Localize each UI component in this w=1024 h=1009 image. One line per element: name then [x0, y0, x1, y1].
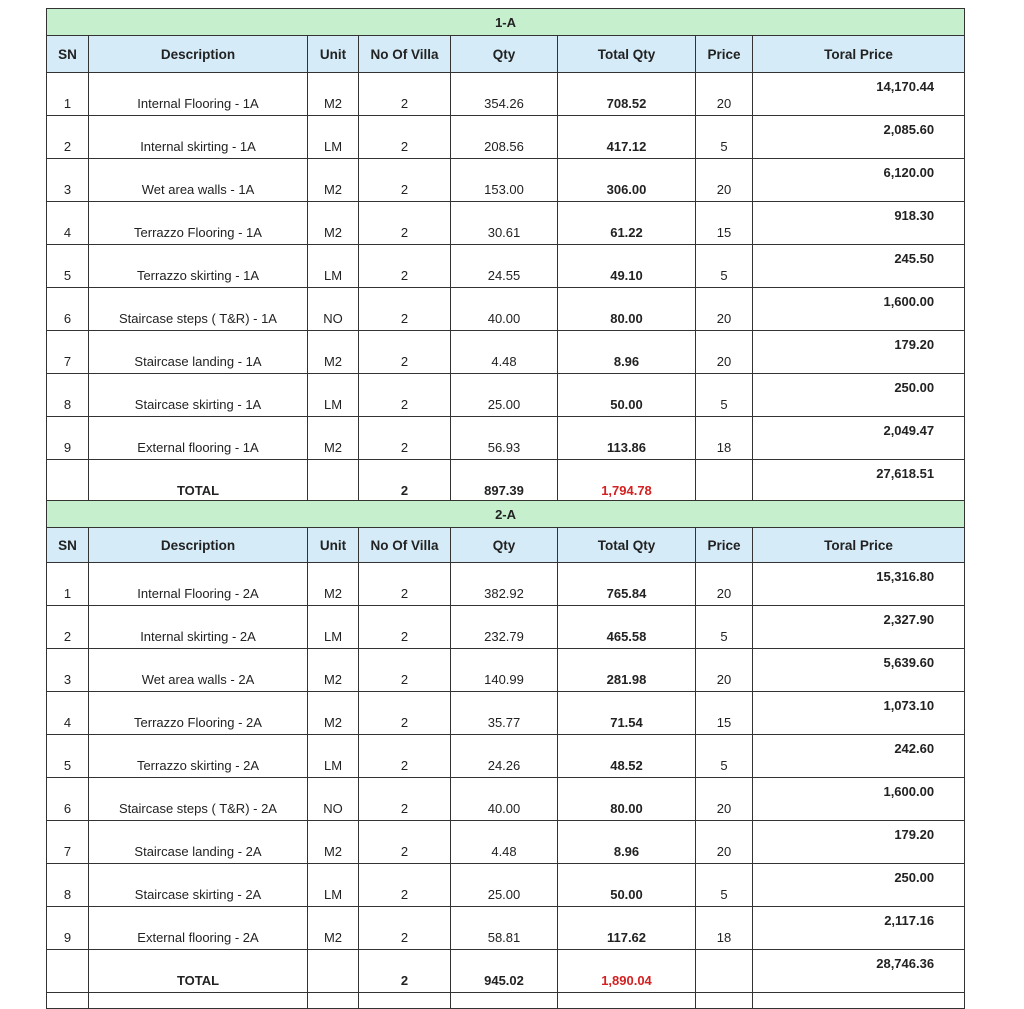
table-row	[47, 202, 965, 245]
cell-sn: 1	[47, 73, 89, 116]
cell-unit: LM	[308, 735, 359, 778]
empty-cell	[47, 993, 89, 1009]
table-row	[47, 735, 965, 778]
cell-no-of-villa: 2	[359, 778, 451, 821]
cell-total-price: 2,049.47	[753, 417, 965, 460]
header-description: Description	[89, 528, 308, 563]
cell-no-of-villa: 2	[359, 735, 451, 778]
table-row	[47, 649, 965, 692]
cell-sn: 1	[47, 563, 89, 606]
table-row	[47, 692, 965, 735]
cell-price: 20	[696, 778, 753, 821]
empty-cell	[308, 993, 359, 1009]
cell-sn: 3	[47, 159, 89, 202]
cell-description: Internal skirting - 1A	[89, 116, 308, 159]
cell-qty: 208.56	[451, 116, 558, 159]
cell-sn: 2	[47, 606, 89, 649]
cell-sn: 4	[47, 692, 89, 735]
cell-price: 18	[696, 907, 753, 950]
cell-qty: 24.55	[451, 245, 558, 288]
cell-sn: 5	[47, 245, 89, 288]
cell-qty: 382.92	[451, 563, 558, 606]
cell-total-qty: 80.00	[558, 288, 696, 331]
cell-total-price: 1,600.00	[753, 288, 965, 331]
cell-unit: M2	[308, 331, 359, 374]
cell-qty: 30.61	[451, 202, 558, 245]
cell-total-qty: 8.96	[558, 821, 696, 864]
cell-unit: NO	[308, 778, 359, 821]
cell-no-of-villa: 2	[359, 331, 451, 374]
cell-total-price: 242.60	[753, 735, 965, 778]
cell-qty: 4.48	[451, 331, 558, 374]
cell-price: 20	[696, 563, 753, 606]
header-total-qty: Total Qty	[558, 528, 696, 563]
boq-table	[46, 500, 965, 1009]
total-row	[47, 460, 965, 503]
header-no-of-villa: No Of Villa	[359, 528, 451, 563]
cell-total-qty: 49.10	[558, 245, 696, 288]
cell-sn: 3	[47, 649, 89, 692]
cell-unit	[308, 950, 359, 993]
cell-total-price: 250.00	[753, 374, 965, 417]
empty-cell	[558, 993, 696, 1009]
cell-price: 20	[696, 821, 753, 864]
cell-description: External flooring - 1A	[89, 417, 308, 460]
cell-qty: 24.26	[451, 735, 558, 778]
empty-row	[47, 993, 965, 1009]
cell-sn: 6	[47, 288, 89, 331]
cell-total-qty: 708.52	[558, 73, 696, 116]
cell-sn	[47, 950, 89, 993]
header-sn: SN	[47, 528, 89, 563]
table-row	[47, 778, 965, 821]
cell-sn: 6	[47, 778, 89, 821]
section-title-row	[47, 9, 965, 36]
table-row	[47, 245, 965, 288]
cell-no-of-villa: 2	[359, 116, 451, 159]
table-row	[47, 73, 965, 116]
cell-total-qty: 80.00	[558, 778, 696, 821]
cell-total-price: 2,085.60	[753, 116, 965, 159]
cell-price: 20	[696, 73, 753, 116]
header-total-price: Toral Price	[753, 36, 965, 73]
cell-price: 15	[696, 202, 753, 245]
section-title: 2-A	[47, 501, 965, 528]
header-no-of-villa: No Of Villa	[359, 36, 451, 73]
cell-description: External flooring - 2A	[89, 907, 308, 950]
cell-qty: 40.00	[451, 778, 558, 821]
header-price: Price	[696, 36, 753, 73]
boq-table	[46, 8, 965, 519]
cell-total-qty: 8.96	[558, 331, 696, 374]
cell-unit: M2	[308, 907, 359, 950]
cell-price: 20	[696, 288, 753, 331]
cell-unit: LM	[308, 864, 359, 907]
cell-price: 5	[696, 606, 753, 649]
cell-description: Terrazzo Flooring - 1A	[89, 202, 308, 245]
cell-sn: 8	[47, 374, 89, 417]
cell-total-qty: 465.58	[558, 606, 696, 649]
cell-sn: 4	[47, 202, 89, 245]
header-row	[47, 36, 965, 73]
cell-price: 5	[696, 864, 753, 907]
empty-cell	[696, 993, 753, 1009]
cell-no-of-villa: 2	[359, 864, 451, 907]
cell-no-of-villa: 2	[359, 907, 451, 950]
cell-description: Staircase skirting - 2A	[89, 864, 308, 907]
cell-total-qty: 50.00	[558, 864, 696, 907]
cell-total-price: 1,600.00	[753, 778, 965, 821]
cell-sn: 5	[47, 735, 89, 778]
total-total-qty: 1,794.78	[558, 460, 696, 503]
cell-qty: 4.48	[451, 821, 558, 864]
cell-price: 18	[696, 417, 753, 460]
cell-qty: 140.99	[451, 649, 558, 692]
cell-description: Terrazzo skirting - 2A	[89, 735, 308, 778]
cell-total-price: 179.20	[753, 821, 965, 864]
cell-description: Staircase skirting - 1A	[89, 374, 308, 417]
cell-total-price: 5,639.60	[753, 649, 965, 692]
table-row	[47, 864, 965, 907]
cell-price: 5	[696, 116, 753, 159]
cell-unit: M2	[308, 159, 359, 202]
cell-unit: NO	[308, 288, 359, 331]
table-row	[47, 606, 965, 649]
table-row	[47, 116, 965, 159]
cell-unit: M2	[308, 649, 359, 692]
header-total-price: Toral Price	[753, 528, 965, 563]
cell-qty: 153.00	[451, 159, 558, 202]
cell-sn: 2	[47, 116, 89, 159]
table-row	[47, 417, 965, 460]
cell-qty: 35.77	[451, 692, 558, 735]
cell-sn: 9	[47, 907, 89, 950]
cell-total-qty: 71.54	[558, 692, 696, 735]
table-row	[47, 374, 965, 417]
cell-description: Internal Flooring - 2A	[89, 563, 308, 606]
header-row	[47, 528, 965, 563]
cell-qty: 25.00	[451, 374, 558, 417]
cell-total-qty: 48.52	[558, 735, 696, 778]
cell-unit: M2	[308, 563, 359, 606]
header-qty: Qty	[451, 528, 558, 563]
cell-unit: LM	[308, 606, 359, 649]
cell-qty: 40.00	[451, 288, 558, 331]
section-title-row	[47, 501, 965, 528]
cell-total-price: 1,073.10	[753, 692, 965, 735]
total-total-qty: 1,890.04	[558, 950, 696, 993]
cell-description: Wet area walls - 1A	[89, 159, 308, 202]
cell-no-of-villa: 2	[359, 821, 451, 864]
cell-no-of-villa: 2	[359, 288, 451, 331]
cell-no-of-villa: 2	[359, 73, 451, 116]
cell-unit: LM	[308, 116, 359, 159]
cell-no-of-villa: 2	[359, 159, 451, 202]
cell-sn: 7	[47, 821, 89, 864]
cell-no-of-villa: 2	[359, 417, 451, 460]
cell-price: 20	[696, 159, 753, 202]
cell-description: Staircase landing - 2A	[89, 821, 308, 864]
cell-sn	[47, 460, 89, 503]
cell-total-price: 15,316.80	[753, 563, 965, 606]
cell-unit: M2	[308, 417, 359, 460]
cell-unit: LM	[308, 245, 359, 288]
header-unit: Unit	[308, 528, 359, 563]
header-unit: Unit	[308, 36, 359, 73]
cell-no-of-villa: 2	[359, 692, 451, 735]
total-label: TOTAL	[89, 460, 308, 503]
cell-qty: 56.93	[451, 417, 558, 460]
cell-unit	[308, 460, 359, 503]
cell-total-price: 918.30	[753, 202, 965, 245]
header-sn: SN	[47, 36, 89, 73]
total-villa: 2	[359, 460, 451, 503]
total-price-sum: 27,618.51	[753, 460, 965, 503]
cell-description: Staircase steps ( T&R) - 1A	[89, 288, 308, 331]
cell-total-price: 14,170.44	[753, 73, 965, 116]
cell-qty: 354.26	[451, 73, 558, 116]
cell-total-price: 2,117.16	[753, 907, 965, 950]
cell-unit: M2	[308, 692, 359, 735]
header-qty: Qty	[451, 36, 558, 73]
cell-price: 5	[696, 245, 753, 288]
cell-description: Terrazzo Flooring - 2A	[89, 692, 308, 735]
cell-price: 20	[696, 331, 753, 374]
cell-price: 15	[696, 692, 753, 735]
header-description: Description	[89, 36, 308, 73]
cell-total-qty: 117.62	[558, 907, 696, 950]
cell-no-of-villa: 2	[359, 606, 451, 649]
header-total-qty: Total Qty	[558, 36, 696, 73]
table-row	[47, 563, 965, 606]
cell-price: 20	[696, 649, 753, 692]
section-2a-table	[46, 500, 964, 1009]
cell-sn: 7	[47, 331, 89, 374]
cell-description: Wet area walls - 2A	[89, 649, 308, 692]
total-price-sum: 28,746.36	[753, 950, 965, 993]
empty-cell	[451, 993, 558, 1009]
empty-cell	[753, 993, 965, 1009]
cell-sn: 9	[47, 417, 89, 460]
cell-total-qty: 765.84	[558, 563, 696, 606]
cell-no-of-villa: 2	[359, 374, 451, 417]
empty-cell	[359, 993, 451, 1009]
cell-no-of-villa: 2	[359, 649, 451, 692]
cell-price	[696, 460, 753, 503]
cell-qty: 25.00	[451, 864, 558, 907]
cell-total-qty: 417.12	[558, 116, 696, 159]
cell-unit: M2	[308, 821, 359, 864]
total-qty-sum: 945.02	[451, 950, 558, 993]
cell-no-of-villa: 2	[359, 245, 451, 288]
table-row	[47, 288, 965, 331]
cell-total-price: 179.20	[753, 331, 965, 374]
table-row	[47, 821, 965, 864]
cell-unit: M2	[308, 202, 359, 245]
cell-total-qty: 50.00	[558, 374, 696, 417]
cell-total-price: 6,120.00	[753, 159, 965, 202]
cell-description: Terrazzo skirting - 1A	[89, 245, 308, 288]
cell-description: Staircase landing - 1A	[89, 331, 308, 374]
total-label: TOTAL	[89, 950, 308, 993]
cell-sn: 8	[47, 864, 89, 907]
cell-qty: 58.81	[451, 907, 558, 950]
empty-cell	[89, 993, 308, 1009]
table-row	[47, 907, 965, 950]
cell-no-of-villa: 2	[359, 202, 451, 245]
cell-total-qty: 61.22	[558, 202, 696, 245]
cell-description: Staircase steps ( T&R) - 2A	[89, 778, 308, 821]
total-qty-sum: 897.39	[451, 460, 558, 503]
header-price: Price	[696, 528, 753, 563]
cell-description: Internal skirting - 2A	[89, 606, 308, 649]
section-title: 1-A	[47, 9, 965, 36]
total-villa: 2	[359, 950, 451, 993]
cell-unit: M2	[308, 73, 359, 116]
cell-unit: LM	[308, 374, 359, 417]
cell-no-of-villa: 2	[359, 563, 451, 606]
cell-total-qty: 281.98	[558, 649, 696, 692]
cell-qty: 232.79	[451, 606, 558, 649]
cell-description: Internal Flooring - 1A	[89, 73, 308, 116]
total-row	[47, 950, 965, 993]
cell-total-price: 245.50	[753, 245, 965, 288]
cell-total-price: 2,327.90	[753, 606, 965, 649]
table-row	[47, 331, 965, 374]
cell-price	[696, 950, 753, 993]
cell-price: 5	[696, 735, 753, 778]
cell-price: 5	[696, 374, 753, 417]
cell-total-price: 250.00	[753, 864, 965, 907]
cell-total-qty: 113.86	[558, 417, 696, 460]
cell-total-qty: 306.00	[558, 159, 696, 202]
section-1a-table	[46, 8, 964, 519]
table-row	[47, 159, 965, 202]
